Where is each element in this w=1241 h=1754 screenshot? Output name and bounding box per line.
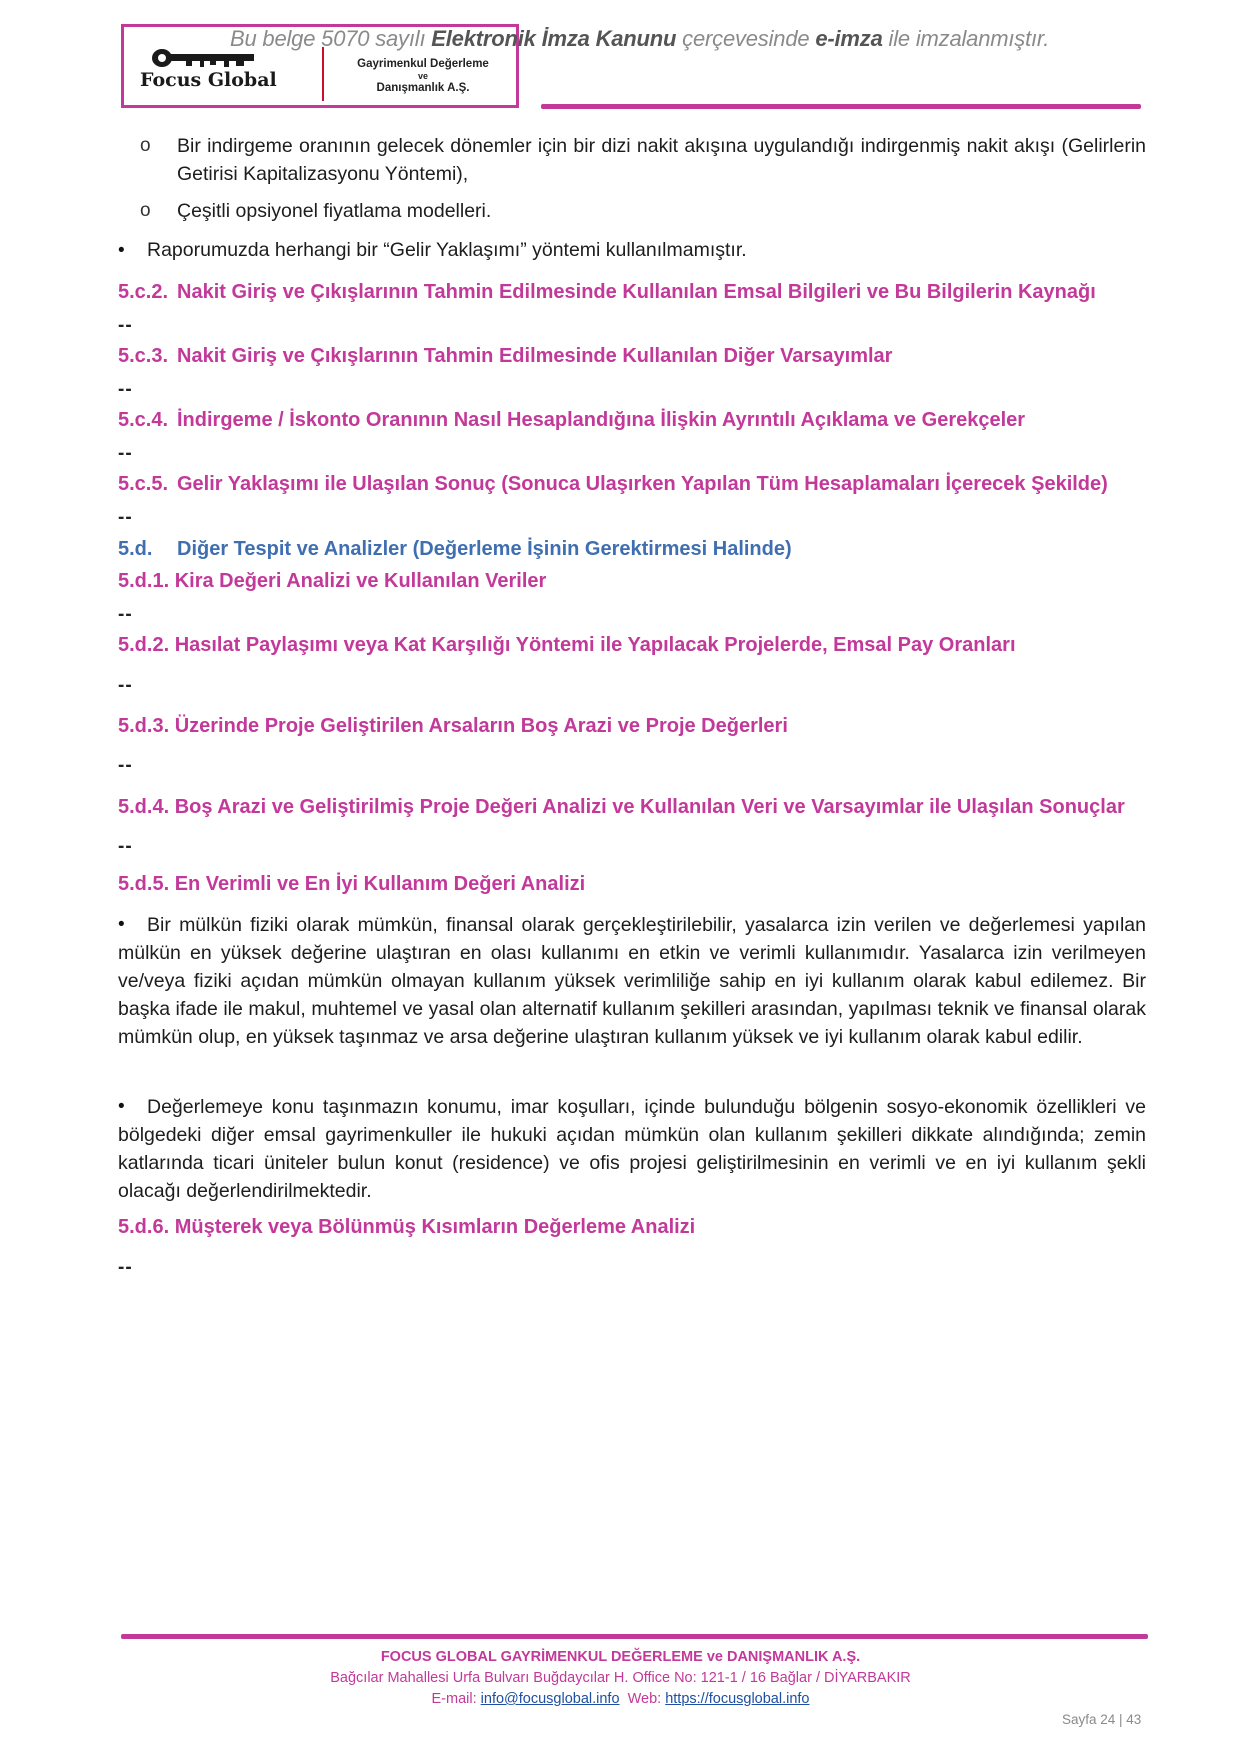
- signature-part5: ile imzalanmıştır.: [882, 26, 1050, 51]
- footer-address: Bağcılar Mahallesi Urfa Bulvarı Buğdaycılar H. Office No: 121-1 / 16 Bağlar / DİYARBAKIR: [330, 1670, 911, 1686]
- empty-section-dash: --: [118, 507, 133, 528]
- heading-5d3: 5.d.3. Üzerinde Proje Geliştirilen Arsaların Boş Arazi ve Proje Değerleri: [118, 715, 788, 737]
- heading-5d4: 5.d.4. Boş Arazi ve Geliştirilmiş Proje Değeri Analizi ve Kullanılan Veri ve Varsayımlar ile Ulaşılan Sonuçlar: [118, 796, 1125, 818]
- heading-5d2: 5.d.2. Hasılat Paylaşımı veya Kat Karşılığı Yöntemi ile Yapılacak Projelerde, Emsal Pay Oranları: [118, 634, 1016, 656]
- footer-company: FOCUS GLOBAL GAYRİMENKUL DEĞERLEME ve DANIŞMANLIK A.Ş.: [380, 1649, 861, 1665]
- empty-section-dash: --: [118, 755, 133, 776]
- sub-bullet-1: Bir indirgeme oranının gelecek dönemler için bir dizi nakit akışına uygulandığı indirgenmiş nakit akışı (Gelirlerin Getirisi Kapitalizasyonu Yöntemi),: [177, 135, 1146, 185]
- header-rule: [541, 104, 1141, 109]
- footer-contact: [0, 1691, 1241, 1707]
- sub-bullet-2: Çeşitli opsiyonel fiyatlama modelleri.: [177, 200, 492, 222]
- heading-5d-number: 5.d.: [118, 538, 153, 560]
- logo-subtitle-line1: Gayrimenkul Değerleme: [357, 58, 489, 70]
- website-link[interactable]: https://focusglobal.info: [665, 1691, 810, 1707]
- heading-5d: [118, 538, 792, 561]
- empty-section-dash: --: [118, 675, 133, 696]
- page-number: Sayfa 24 | 43: [1062, 1712, 1142, 1727]
- web-label: Web:: [627, 1691, 666, 1707]
- email-label: E-mail:: [431, 1691, 481, 1707]
- logo-subtitle-line3: Danışmanlık A.Ş.: [376, 82, 470, 94]
- logo-subtitle: [329, 57, 517, 95]
- heading-5d-text: Diğer Tespit ve Analizler (Değerleme İşinin Gerektirmesi Halinde): [177, 538, 792, 560]
- income-approach-note: Raporumuzda herhangi bir “Gelir Yaklaşımı” yöntemi kullanılmamıştır.: [147, 239, 747, 261]
- heading-5c2: [118, 281, 1096, 304]
- heading-5c2-number: 5.c.2.: [118, 281, 169, 303]
- footer-rule: [121, 1634, 1148, 1639]
- heading-5c2-text: Nakit Giriş ve Çıkışlarının Tahmin Edilmesinde Kullanılan Emsal Bilgileri ve Bu Bilgilerin Kaynağı: [177, 281, 1096, 303]
- heading-5c4: [118, 409, 1025, 432]
- signature-part3: çerçevesinde: [676, 26, 816, 51]
- signature-part1: Bu belge 5070 sayılı: [230, 26, 432, 51]
- heading-5d5: 5.d.5. En Verimli ve En İyi Kullanım Değeri Analizi: [118, 873, 586, 895]
- highest-best-use-conclusion: Değerlemeye konu taşınmazın konumu, imar koşulları, içinde bulunduğu bölgenin sosyo-ekonomik özellikleri ve bölgedeki diğer emsal gayrimenkuller ile hukuki açıdan mümkün olan kullanım şekilleri dikkate alındığında; zemin katlarında ticari üniteler bulun konut (residence) ve ofis projesi geliştirilmesinin en verimli ve en iyi kullanım şekli olacağı değerlendirilmektedir.: [118, 1096, 1146, 1202]
- heading-5d1: 5.d.1. Kira Değeri Analizi ve Kullanılan Veriler: [118, 570, 547, 592]
- empty-section-dash: --: [118, 836, 133, 857]
- bullet-marker: •: [118, 1096, 125, 1117]
- heading-5c3-text: Nakit Giriş ve Çıkışlarının Tahmin Edilmesinde Kullanılan Diğer Varsayımlar: [177, 345, 893, 367]
- empty-section-dash: --: [118, 379, 133, 400]
- empty-section-dash: --: [118, 604, 133, 625]
- empty-section-dash: --: [118, 443, 133, 464]
- heading-5c4-number: 5.c.4.: [118, 409, 169, 431]
- heading-5c4-text: İndirgeme / İskonto Oranının Nasıl Hesaplandığına İlişkin Ayrıntılı Açıklama ve Gerekçeler: [177, 409, 1026, 431]
- bullet-marker: •: [118, 240, 125, 261]
- email-link[interactable]: info@focusglobal.info: [480, 1691, 620, 1707]
- highest-best-use-definition: Bir mülkün fiziki olarak mümkün, finansal olarak gerçekleştirilebilir, yasalarca izin verilen ve değerlemesi yapılan mülkün en yüksek değerine ulaştıran en olası kullanımı en etkin ve verimli kullanımıdır. Yasalarca izin verilmeyen ve/veya fiziki açıdan mümkün olmayan kullanım yüksek verimliliğe sahip en iyi kullanım olarak kabul edilemez. Bir başka ifade ile makul, muhtemel ve yasal olan alternatif kullanım şekilleri arasından, yapılması teknik ve finansal olarak mümkün olup, en yüksek taşınmaz ve arsa değerine ulaştıran kullanım yüksek ve iyi kullanım olarak kabul edilir.: [118, 914, 1146, 1048]
- heading-5d6: 5.d.6. Müşterek veya Bölünmüş Kısımların Değerleme Analizi: [118, 1216, 696, 1238]
- empty-section-dash: --: [118, 1257, 133, 1278]
- heading-5c3-number: 5.c.3.: [118, 345, 169, 367]
- logo-name: Focus Global: [140, 69, 277, 91]
- signature-part2: Elektronik İmza Kanunu: [431, 26, 677, 51]
- logo-divider: [322, 47, 324, 101]
- sub-bullet-marker: o: [140, 135, 151, 156]
- heading-5c3: [118, 345, 892, 368]
- heading-5c5: [118, 473, 1108, 496]
- empty-section-dash: --: [118, 315, 133, 336]
- signature-part4: e-imza: [815, 26, 883, 51]
- heading-5c5-number: 5.c.5.: [118, 473, 169, 495]
- logo-subtitle-line2: ve: [417, 71, 428, 81]
- e-signature-notice: [230, 26, 1049, 52]
- heading-5c5-text: Gelir Yaklaşımı ile Ulaşılan Sonuç (Sonuca Ulaşırken Yapılan Tüm Hesaplamaları İçerecek Şekilde): [177, 473, 1108, 495]
- sub-bullet-marker: o: [140, 200, 151, 221]
- bullet-marker: •: [118, 914, 125, 935]
